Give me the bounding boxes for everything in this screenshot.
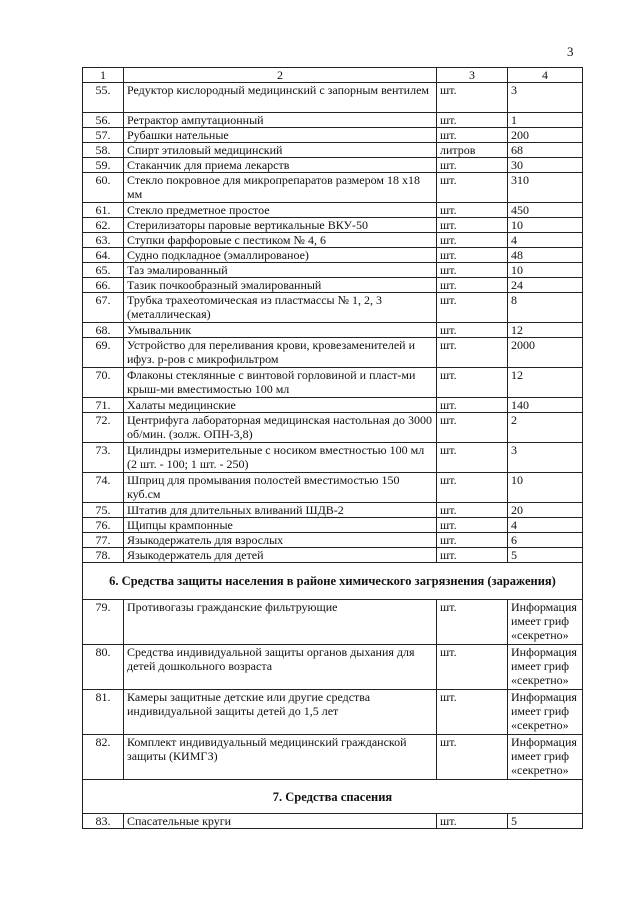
row-number: 82. bbox=[83, 735, 124, 780]
item-name: Центрифуга лабораторная медицинская настольная до 3000 об/мин. (золж. ОПН-3,8) bbox=[124, 413, 437, 443]
item-name: Языкодержатель для взрослых bbox=[124, 533, 437, 548]
item-name: Тазик почкообразный эмалированный bbox=[124, 278, 437, 293]
row-number: 62. bbox=[83, 218, 124, 233]
row-number: 57. bbox=[83, 128, 124, 143]
item-unit: шт. bbox=[437, 398, 508, 413]
row-number: 59. bbox=[83, 158, 124, 173]
item-name: Таз эмалированный bbox=[124, 263, 437, 278]
table-row bbox=[83, 443, 583, 473]
item-unit: шт. bbox=[437, 113, 508, 128]
item-unit: шт. bbox=[437, 263, 508, 278]
item-name: Цилиндры измерительные с носиком вместностью 100 мл (2 шт. - 100; 1 шт. - 250) bbox=[124, 443, 437, 473]
item-name: Ретрактор ампутационный bbox=[124, 113, 437, 128]
item-unit: шт. bbox=[437, 600, 508, 645]
table-row bbox=[83, 368, 583, 398]
row-number: 71. bbox=[83, 398, 124, 413]
table-row bbox=[83, 113, 583, 128]
item-quantity: 10 bbox=[508, 473, 583, 503]
item-quantity: 4 bbox=[508, 233, 583, 248]
item-quantity: Информация имеет гриф «секретно» bbox=[508, 735, 583, 780]
row-number: 69. bbox=[83, 338, 124, 368]
item-unit: шт. bbox=[437, 518, 508, 533]
item-name: Устройство для переливания крови, кровезаменителей и ифуз. р-ров с микрофильтром bbox=[124, 338, 437, 368]
item-unit: литров bbox=[437, 143, 508, 158]
item-name: Флаконы стеклянные с винтовой горловиной и пласт-ми крыш-ми вместимостью 100 мл bbox=[124, 368, 437, 398]
item-quantity: 3 bbox=[508, 83, 583, 113]
item-name: Щипцы крампонные bbox=[124, 518, 437, 533]
item-name: Стаканчик для приема лекарств bbox=[124, 158, 437, 173]
table-row bbox=[83, 278, 583, 293]
item-unit: шт. bbox=[437, 735, 508, 780]
row-number: 77. bbox=[83, 533, 124, 548]
item-unit: шт. bbox=[437, 248, 508, 263]
item-quantity: 200 bbox=[508, 128, 583, 143]
item-name: Спирт этиловый медицинский bbox=[124, 143, 437, 158]
item-quantity: 310 bbox=[508, 173, 583, 203]
table-row bbox=[83, 293, 583, 323]
table-row bbox=[83, 128, 583, 143]
table-row bbox=[83, 263, 583, 278]
item-name: Рубашки нательные bbox=[124, 128, 437, 143]
table-row bbox=[83, 473, 583, 503]
table-row bbox=[83, 158, 583, 173]
row-number: 75. bbox=[83, 503, 124, 518]
item-quantity: 8 bbox=[508, 293, 583, 323]
item-name: Трубка трахеотомическая из пластмассы № 1, 2, 3 (металлическая) bbox=[124, 293, 437, 323]
row-number: 80. bbox=[83, 645, 124, 690]
section-title: 6. Средства защиты населения в районе химического загрязнения (заражения) bbox=[83, 563, 583, 600]
item-unit: шт. bbox=[437, 338, 508, 368]
item-quantity: 5 bbox=[508, 548, 583, 563]
item-quantity: 1 bbox=[508, 113, 583, 128]
item-quantity: 2000 bbox=[508, 338, 583, 368]
item-unit: шт. bbox=[437, 548, 508, 563]
item-quantity: 24 bbox=[508, 278, 583, 293]
row-number: 66. bbox=[83, 278, 124, 293]
item-name: Ступки фарфоровые с пестиком № 4, 6 bbox=[124, 233, 437, 248]
item-quantity: 12 bbox=[508, 323, 583, 338]
row-number: 64. bbox=[83, 248, 124, 263]
item-unit: шт. bbox=[437, 533, 508, 548]
item-quantity: 140 bbox=[508, 398, 583, 413]
row-number: 81. bbox=[83, 690, 124, 735]
item-quantity: 4 bbox=[508, 518, 583, 533]
item-quantity: 3 bbox=[508, 443, 583, 473]
table-row bbox=[83, 248, 583, 263]
item-quantity: 30 bbox=[508, 158, 583, 173]
item-unit: шт. bbox=[437, 368, 508, 398]
item-unit: шт. bbox=[437, 814, 508, 829]
row-number: 55. bbox=[83, 83, 124, 113]
section-title: 7. Средства спасения bbox=[83, 780, 583, 814]
item-quantity: 20 bbox=[508, 503, 583, 518]
item-name: Комплект индивидуальный медицинский гражданской защиты (КИМГЗ) bbox=[124, 735, 437, 780]
item-name: Судно подкладное (эмаллированое) bbox=[124, 248, 437, 263]
table-row bbox=[83, 203, 583, 218]
item-name: Редуктор кислородный медицинский с запорным вентилем bbox=[124, 83, 437, 113]
row-number: 70. bbox=[83, 368, 124, 398]
item-unit: шт. bbox=[437, 173, 508, 203]
row-number: 76. bbox=[83, 518, 124, 533]
row-number: 72. bbox=[83, 413, 124, 443]
item-unit: шт. bbox=[437, 278, 508, 293]
table-row bbox=[83, 548, 583, 563]
item-name: Шприц для промывания полостей вместимостью 150 куб.см bbox=[124, 473, 437, 503]
item-name: Стерилизаторы паровые вертикальные ВКУ-50 bbox=[124, 218, 437, 233]
row-number: 58. bbox=[83, 143, 124, 158]
item-quantity: Информация имеет гриф «секретно» bbox=[508, 600, 583, 645]
item-name: Умывальник bbox=[124, 323, 437, 338]
item-name: Средства индивидуальной защиты органов дыхания для детей дошкольного возраста bbox=[124, 645, 437, 690]
table-row bbox=[83, 413, 583, 443]
table-row bbox=[83, 600, 583, 645]
row-number: 73. bbox=[83, 443, 124, 473]
row-number: 67. bbox=[83, 293, 124, 323]
item-unit: шт. bbox=[437, 128, 508, 143]
item-quantity: 10 bbox=[508, 263, 583, 278]
item-name: Халаты медицинские bbox=[124, 398, 437, 413]
table-row bbox=[83, 323, 583, 338]
table-row bbox=[83, 143, 583, 158]
item-unit: шт. bbox=[437, 443, 508, 473]
table-row bbox=[83, 518, 583, 533]
row-number: 79. bbox=[83, 600, 124, 645]
item-unit: шт. bbox=[437, 413, 508, 443]
table-row bbox=[83, 645, 583, 690]
row-number: 74. bbox=[83, 473, 124, 503]
item-name: Спасательные круги bbox=[124, 814, 437, 829]
item-quantity: 5 bbox=[508, 814, 583, 829]
row-number: 83. bbox=[83, 814, 124, 829]
header-cell: 3 bbox=[437, 68, 508, 83]
item-unit: шт. bbox=[437, 473, 508, 503]
item-quantity: 450 bbox=[508, 203, 583, 218]
item-quantity: 2 bbox=[508, 413, 583, 443]
item-unit: шт. bbox=[437, 158, 508, 173]
item-name: Противогазы гражданские фильтрующие bbox=[124, 600, 437, 645]
table-row bbox=[83, 233, 583, 248]
header-cell: 1 bbox=[83, 68, 124, 83]
table-header-row bbox=[83, 68, 583, 83]
section-header-row bbox=[83, 780, 583, 814]
item-unit: шт. bbox=[437, 503, 508, 518]
row-number: 68. bbox=[83, 323, 124, 338]
table-row bbox=[83, 173, 583, 203]
table-row bbox=[83, 338, 583, 368]
row-number: 63. bbox=[83, 233, 124, 248]
table-row bbox=[83, 503, 583, 518]
item-name: Штатив для длительных вливаний ШДВ-2 bbox=[124, 503, 437, 518]
item-quantity: 6 bbox=[508, 533, 583, 548]
supplies-table bbox=[82, 67, 583, 829]
row-number: 56. bbox=[83, 113, 124, 128]
item-quantity: 48 bbox=[508, 248, 583, 263]
row-number: 61. bbox=[83, 203, 124, 218]
item-unit: шт. bbox=[437, 218, 508, 233]
item-name: Языкодержатель для детей bbox=[124, 548, 437, 563]
table-row bbox=[83, 814, 583, 829]
table-row bbox=[83, 398, 583, 413]
item-unit: шт. bbox=[437, 293, 508, 323]
item-unit: шт. bbox=[437, 233, 508, 248]
table-row bbox=[83, 83, 583, 113]
item-name: Стекло покровное для микропрепаратов размером 18 x18 мм bbox=[124, 173, 437, 203]
header-cell: 2 bbox=[124, 68, 437, 83]
item-name: Стекло предметное простое bbox=[124, 203, 437, 218]
page-number: 3 bbox=[567, 44, 574, 59]
item-quantity: Информация имеет гриф «секретно» bbox=[508, 690, 583, 735]
item-unit: шт. bbox=[437, 83, 508, 113]
item-quantity: 12 bbox=[508, 368, 583, 398]
item-quantity: 68 bbox=[508, 143, 583, 158]
section-header-row bbox=[83, 563, 583, 600]
table-row bbox=[83, 218, 583, 233]
header-cell: 4 bbox=[508, 68, 583, 83]
row-number: 78. bbox=[83, 548, 124, 563]
item-unit: шт. bbox=[437, 203, 508, 218]
row-number: 60. bbox=[83, 173, 124, 203]
item-quantity: Информация имеет гриф «секретно» bbox=[508, 645, 583, 690]
item-quantity: 10 bbox=[508, 218, 583, 233]
table-row bbox=[83, 690, 583, 735]
item-name: Камеры защитные детские или другие средства индивидуальной защиты детей до 1,5 лет bbox=[124, 690, 437, 735]
table-row bbox=[83, 735, 583, 780]
item-unit: шт. bbox=[437, 645, 508, 690]
item-unit: шт. bbox=[437, 690, 508, 735]
row-number: 65. bbox=[83, 263, 124, 278]
table-row bbox=[83, 533, 583, 548]
item-unit: шт. bbox=[437, 323, 508, 338]
